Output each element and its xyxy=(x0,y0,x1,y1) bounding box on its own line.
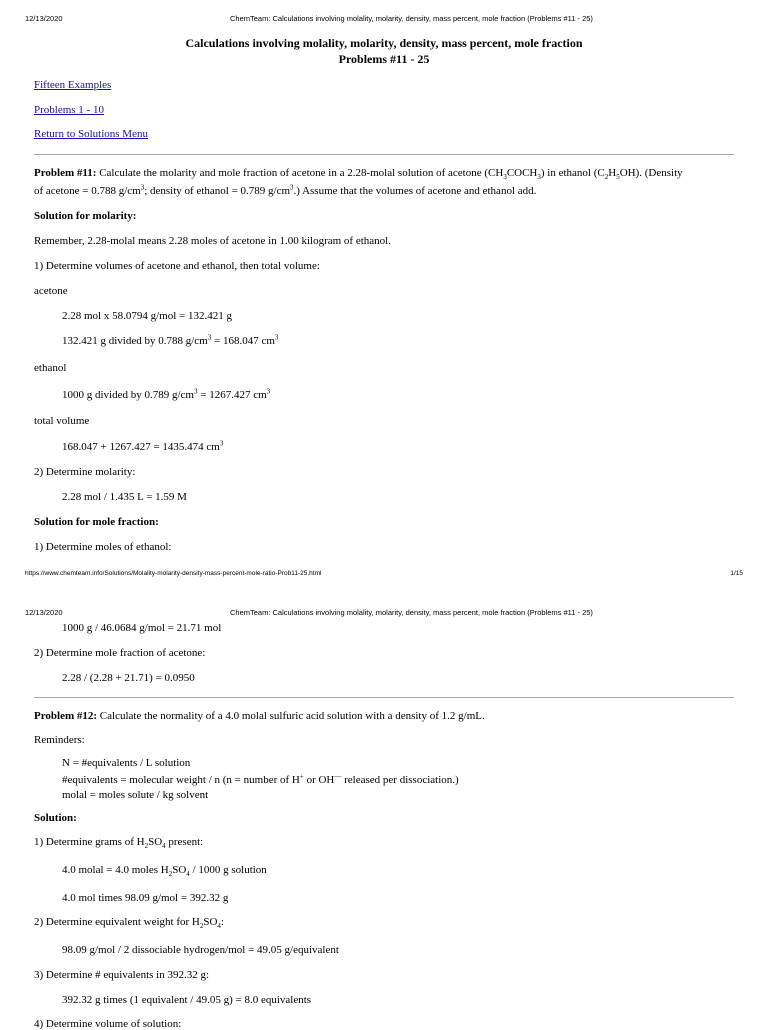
calc-acetone-volume: 132.421 g divided by 0.788 $g/cm^3 = 168.047$ $cm^3$ xyxy=(62,333,279,347)
problem-11-label: Problem #11: xyxy=(34,167,97,179)
page-title: Calculations involving molality, molarity, density, mass percent, mole fraction xyxy=(185,36,583,50)
calc-ethanol-volume: 1000 g divided by 0.789 $g/cm^3 = 1267.427$ $cm^3$ xyxy=(62,387,271,401)
divider xyxy=(34,154,734,155)
step-2-mole-fraction: 2) Determine mole fraction of acetone: xyxy=(34,647,206,659)
acetone-label: acetone xyxy=(34,285,68,297)
calc-equiv-weight: 98.09 g/mol / 2 dissociable hydrogen/mol = 49.05 g/equivalent xyxy=(62,944,339,956)
divider xyxy=(34,697,734,698)
calc-grams: 4.0 mol times 98.09 g/mol = 392.32 g xyxy=(62,892,229,904)
problem-12-label: Problem #12: xyxy=(34,710,98,722)
print-date: 12/13/2020 xyxy=(25,14,63,23)
print-date: 12/13/2020 xyxy=(25,608,63,617)
print-title: ChemTeam: Calculations involving molality, molarity, density, mass percent, mole fraction (Problems #11 - 25) xyxy=(230,14,593,23)
problem-12: Problem #12: Calculate the normality of a 4.0 molal sulfuric acid solution with a density of 1.2 g/mL. xyxy=(34,710,485,722)
step-equivalents: 3) Determine # equivalents in 392.32 g: xyxy=(34,969,210,981)
step-grams: 1) Determine grams of $H_2SO_4$ present: xyxy=(34,836,204,851)
step-2: 2) Determine molarity: xyxy=(34,466,136,478)
step-equiv-weight: 2) Determine equivalent weight for $H_2SO_4$: xyxy=(34,916,224,931)
problems-1-10-link[interactable]: Problems 1 - 10 xyxy=(34,104,104,116)
footer-url: https://www.chemteam.info/Solutions/Molality-molarity-density-mass-percent-mole-ratio-Prob11-25.html xyxy=(25,570,322,577)
remember-text: Remember, 2.28-molal means 2.28 moles of acetone in 1.00 kilogram of ethanol. xyxy=(34,235,391,247)
solution-heading: Solution: xyxy=(34,812,77,824)
page-2 xyxy=(0,600,768,1030)
solution-molarity-heading: Solution for molarity: xyxy=(34,210,137,222)
reminder-3: molal = moles solute / kg solvent xyxy=(62,789,209,801)
problem-11-line2: of acetone = 0.788 $g/cm^3$; density of ethanol = 0.789 $g/cm^3$.) Assume that the volumes of acetone and ethanol add. xyxy=(34,183,537,197)
calc-molarity: 2.28 mol / 1.435 L = 1.59 M xyxy=(62,491,187,503)
calc-ethanol-moles: 1000 g / 46.0684 g/mol = 21.71 mol xyxy=(62,622,222,634)
reminders-label: Reminders: xyxy=(34,734,85,746)
calc-acetone-mass: 2.28 mol x 58.0794 g/mol = 132.421 g xyxy=(62,310,232,322)
calc-mole-fraction: 2.28 / (2.28 + 21.71) = 0.0950 xyxy=(62,672,195,684)
footer-page: 1/15 xyxy=(730,570,743,577)
calc-molal: 4.0 molal = 4.0 moles $H_2SO_4 / 1000$ g solution xyxy=(62,864,267,879)
reminder-1: N = #equivalents / L solution xyxy=(62,757,191,769)
total-volume-label: total volume xyxy=(34,415,90,427)
calc-total-volume: 168.047 + 1267.427 = 1435.474 $cm^3$ xyxy=(62,439,224,453)
return-solutions-link[interactable]: Return to Solutions Menu xyxy=(34,128,148,140)
ethanol-label: ethanol xyxy=(34,362,67,374)
step-1: 1) Determine volumes of acetone and ethanol, then total volume: xyxy=(34,260,320,272)
problem-11-line1: Problem #11: Calculate the molarity and mole fraction of acetone in a 2.28-molal solution of acetone $(CH_3COCH_3)$ in ethanol $(C_2H_5OH)$. (Density xyxy=(34,167,683,182)
step-volume: 4) Determine volume of solution: xyxy=(34,1018,182,1030)
solution-mole-heading: Solution for mole fraction: xyxy=(34,516,159,528)
page-subtitle: Problems #11 - 25 xyxy=(338,52,430,66)
print-title: ChemTeam: Calculations involving molality, molarity, density, mass percent, mole fraction (Problems #11 - 25) xyxy=(230,608,593,617)
fifteen-examples-link[interactable]: Fifteen Examples xyxy=(34,79,112,91)
reminder-2: #equivalents = molecular weight / n (n = number of H+ or OH— released per dissociation.) xyxy=(62,772,459,786)
step-1b: 1) Determine moles of ethanol: xyxy=(34,541,172,553)
calc-equivalents: 392.32 g times (1 equivalent / 49.05 g) = 8.0 equivalents xyxy=(62,994,312,1006)
